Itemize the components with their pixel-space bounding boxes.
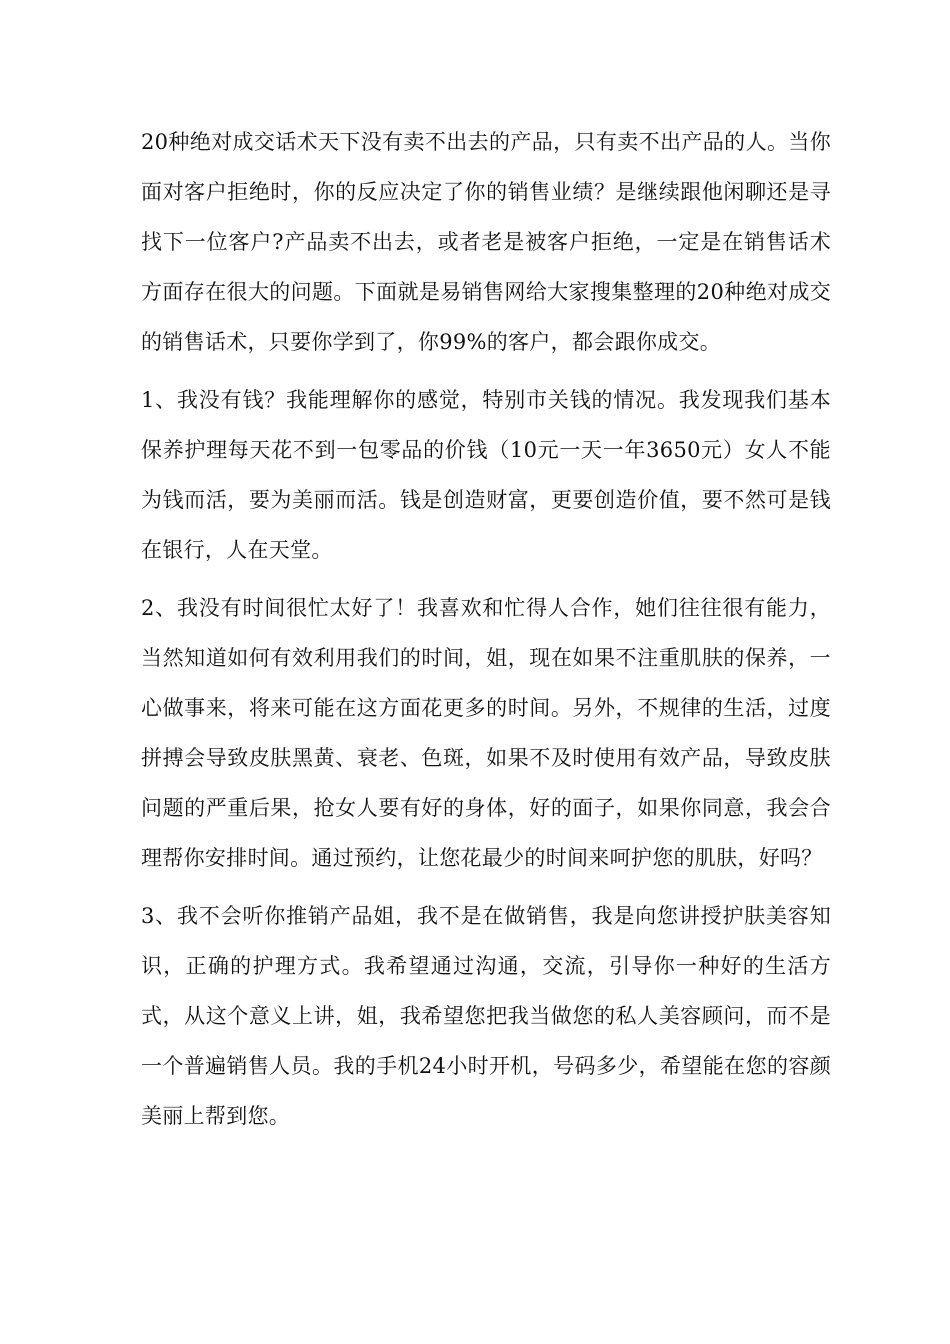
intro-paragraph: 20种绝对成交话术天下没有卖不出去的产品，只有卖不出产品的人。当你面对客户拒绝时，你的反应决定了你的销售业绩？是继续跟他闲聊还是寻找下一位客户?产品卖不出去，或者老是被客户拒绝，一定是在销售话术方面存在很大的问题。下面就是易销售网给大家搜集整理的20种绝对成交的销售话术，只要你学到了，你99%的客户，都会跟你成交。 xyxy=(141,130,831,354)
document-body xyxy=(141,117,831,1149)
tip-3-paragraph: 3、我不会听你推销产品姐，我不是在做销售，我是向您讲授护肤美容知识，正确的护理方式。我希望通过沟通，交流，引导你一种好的生活方式，从这个意义上讲，姐，我希望您把我当做您的私人美容顾问，而不是一个普遍销售人员。我的手机24小时开机，号码多少，希望能在您的容颜美丽上帮到您。 xyxy=(141,904,831,1128)
tip-1-paragraph: 1、我没有钱？我能理解你的感觉，特别市关钱的情况。我发现我们基本保养护理每天花不到一包零品的价钱（10元一天一年3650元）女人不能为钱而活，要为美丽而活。钱是创造财富，更要创造价值，要不然可是钱在银行，人在天堂。 xyxy=(141,388,831,562)
tip-2-paragraph: 2、我没有时间很忙太好了！我喜欢和忙得人合作，她们往往很有能力，当然知道如何有效利用我们的时间，姐，现在如果不注重肌肤的保养，一心做事来，将来可能在这方面花更多的时间。另外，不规律的生活，过度拼搏会导致皮肤黑黄、衰老、色斑，如果不及时使用有效产品，导致皮肤问题的严重后果，抢女人要有好的身体，好的面子，如果你同意，我会合理帮你安排时间。通过预约，让您花最少的时间来呵护您的肌肤，好吗？ xyxy=(141,596,831,870)
